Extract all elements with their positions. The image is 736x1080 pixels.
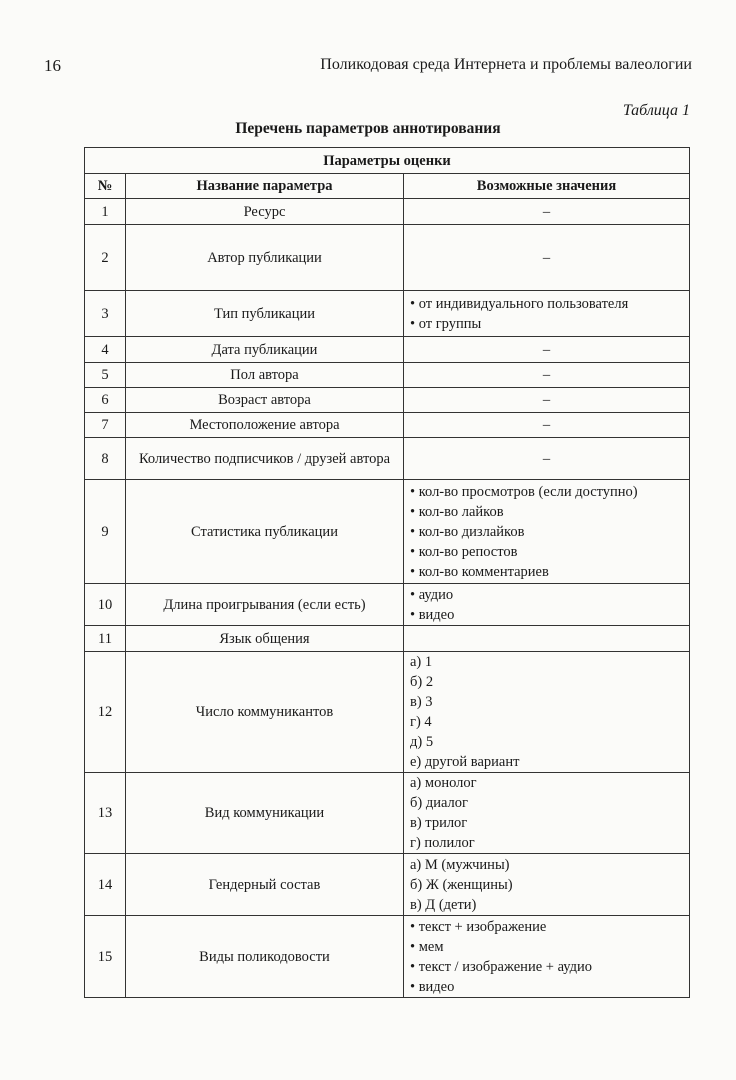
- possible-values: [404, 480, 690, 584]
- value-item: д) 5: [410, 734, 434, 750]
- running-head: Поликодовая среда Интернета и проблемы валеологии: [320, 56, 692, 73]
- table-row: [85, 626, 690, 652]
- table-row: [85, 652, 690, 773]
- row-number: 14: [85, 854, 126, 916]
- row-number: 13: [85, 773, 126, 854]
- possible-values: –: [404, 337, 690, 363]
- row-number: 6: [85, 388, 126, 413]
- parameter-name: Местоположение автора: [126, 413, 404, 438]
- value-item: • аудио: [410, 586, 454, 603]
- value-item: • кол-во лайков: [410, 503, 504, 520]
- parameter-name: Виды поликодовости: [126, 916, 404, 998]
- value-item: а) 1: [410, 654, 433, 670]
- column-header-number: №: [85, 174, 126, 199]
- possible-values: [404, 584, 690, 626]
- value-item: • от группы: [410, 315, 482, 332]
- possible-values: [404, 773, 690, 854]
- possible-values: –: [404, 438, 690, 480]
- row-number: 9: [85, 480, 126, 584]
- table-title: Перечень параметров аннотирования: [235, 120, 501, 137]
- possible-values: [404, 854, 690, 916]
- values-list: [410, 773, 683, 853]
- value-item: а) монолог: [410, 775, 477, 791]
- parameter-name: Дата публикации: [126, 337, 404, 363]
- value-item: • текст + изображение: [410, 918, 547, 935]
- row-number: 2: [85, 225, 126, 291]
- column-header-name: Название параметра: [126, 174, 404, 199]
- parameter-name: Язык общения: [126, 626, 404, 652]
- value-item: в) трилог: [410, 815, 468, 831]
- values-list: [410, 294, 683, 334]
- column-header-row: [85, 174, 690, 199]
- value-item: • от индивидуального пользователя: [410, 295, 629, 312]
- value-item: б) Ж (женщины): [410, 876, 513, 893]
- value-item: • мем: [410, 938, 444, 955]
- table-label: Таблица 1: [622, 102, 690, 119]
- table-row: [85, 225, 690, 291]
- row-number: 3: [85, 291, 126, 337]
- row-number: 8: [85, 438, 126, 480]
- value-item: е) другой вариант: [410, 754, 520, 770]
- table-row: [85, 413, 690, 438]
- possible-values: [404, 291, 690, 337]
- row-number: 12: [85, 652, 126, 773]
- value-item: • кол-во комментариев: [410, 563, 549, 580]
- values-list: [410, 585, 683, 625]
- parameter-name: Статистика публикации: [126, 480, 404, 584]
- row-number: 1: [85, 199, 126, 225]
- table-row: [85, 199, 690, 225]
- parameter-name: Длина проигрывания (если есть): [126, 584, 404, 626]
- value-item: б) диалог: [410, 795, 468, 811]
- value-item: а) М (мужчины): [410, 856, 510, 873]
- table-row: [85, 854, 690, 916]
- parameter-name: Пол автора: [126, 363, 404, 388]
- parameter-name: Гендерный состав: [126, 854, 404, 916]
- values-list: [410, 855, 683, 915]
- value-item: • кол-во репостов: [410, 543, 518, 560]
- table-row: [85, 773, 690, 854]
- values-list: [410, 917, 683, 997]
- value-item: • кол-во дизлайков: [410, 523, 525, 540]
- parameters-table: [84, 147, 690, 998]
- possible-values: –: [404, 199, 690, 225]
- table-row: [85, 480, 690, 584]
- value-item: г) 4: [410, 714, 432, 730]
- possible-values: –: [404, 363, 690, 388]
- table-body: [85, 199, 690, 998]
- table-row: [85, 916, 690, 998]
- possible-values: [404, 916, 690, 998]
- group-header-row: [85, 148, 690, 174]
- parameter-name: Вид коммуникации: [126, 773, 404, 854]
- values-list: [410, 482, 683, 582]
- possible-values: –: [404, 225, 690, 291]
- parameter-name: Возраст автора: [126, 388, 404, 413]
- parameter-name: Автор публикации: [126, 225, 404, 291]
- page-number: 16: [44, 56, 61, 75]
- row-number: 10: [85, 584, 126, 626]
- table-row: [85, 388, 690, 413]
- table-row: [85, 438, 690, 480]
- possible-values: –: [404, 413, 690, 438]
- table-row: [85, 291, 690, 337]
- value-item: в) 3: [410, 694, 433, 710]
- parameter-name: Тип публикации: [126, 291, 404, 337]
- value-item: г) полилог: [410, 835, 475, 851]
- group-header: Параметры оценки: [85, 148, 690, 174]
- value-item: • видео: [410, 978, 455, 995]
- row-number: 11: [85, 626, 126, 652]
- possible-values: [404, 626, 690, 652]
- table-row: [85, 337, 690, 363]
- table-row: [85, 584, 690, 626]
- row-number: 15: [85, 916, 126, 998]
- row-number: 5: [85, 363, 126, 388]
- parameter-name: Количество подписчиков / друзей автора: [126, 438, 404, 480]
- row-number: 4: [85, 337, 126, 363]
- possible-values: [404, 652, 690, 773]
- value-item: б) 2: [410, 674, 434, 690]
- values-list: [410, 652, 683, 772]
- value-item: • видео: [410, 606, 455, 623]
- row-number: 7: [85, 413, 126, 438]
- possible-values: –: [404, 388, 690, 413]
- value-item: • кол-во просмотров (если доступно): [410, 483, 638, 500]
- value-item: в) Д (дети): [410, 896, 477, 913]
- column-header-values: Возможные значения: [404, 174, 690, 199]
- table-row: [85, 363, 690, 388]
- value-item: • текст / изображение + аудио: [410, 958, 592, 975]
- parameter-name: Число коммуникантов: [126, 652, 404, 773]
- parameter-name: Ресурс: [126, 199, 404, 225]
